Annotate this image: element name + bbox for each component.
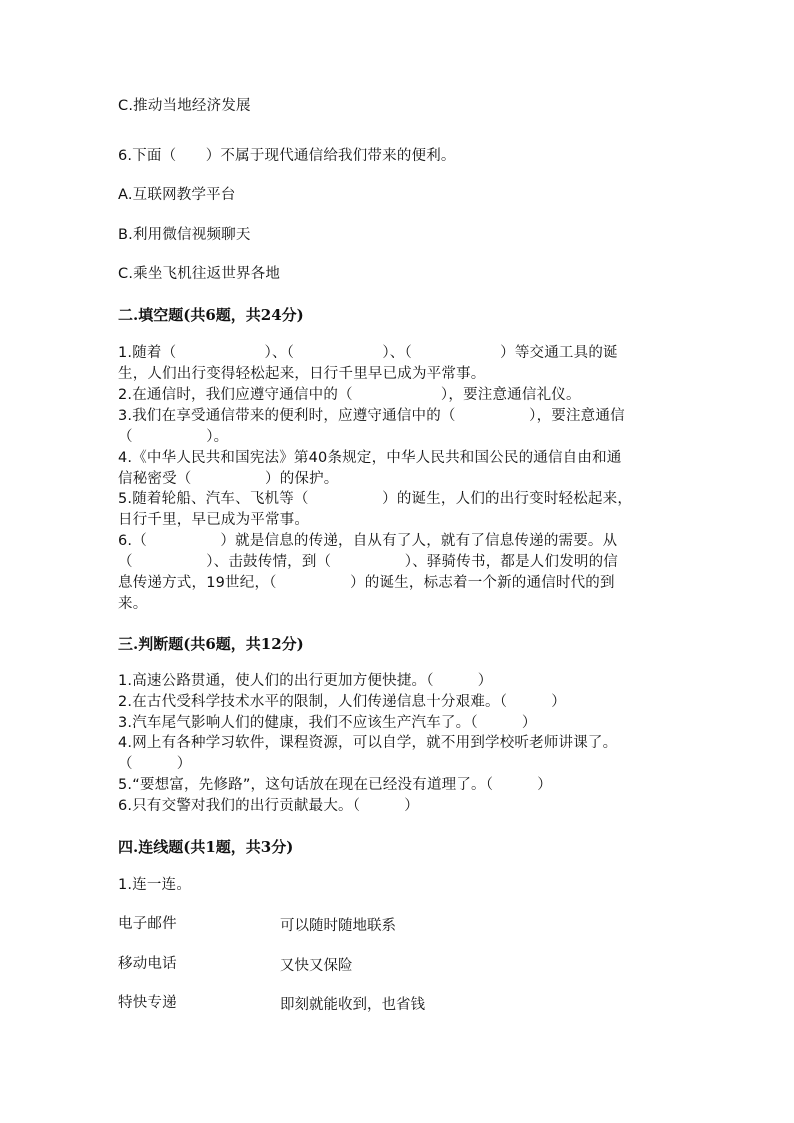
section2-line: 生，人们出行变得轻松起来，日行千里早已成为平常事。 bbox=[118, 366, 486, 382]
section2-heading: 二.填空题(共6题，共24分) bbox=[118, 306, 304, 324]
match-left-item: 移动电话 bbox=[118, 956, 177, 972]
section3-line: 3.汽车尾气影响人们的健康，我们不应该生产汽车了。（ ） bbox=[118, 715, 537, 731]
section3-line: 4.网上有各种学习软件，课程资源，可以自学，就不用到学校听老师讲课了。 bbox=[118, 735, 618, 751]
section2-line: 3.我们在享受通信带来的便利时，应遵守通信中的（ ），要注意通信 bbox=[118, 408, 625, 424]
q6-option-a: A.互联网教学平台 bbox=[118, 187, 236, 203]
match-left-item: 特快专递 bbox=[118, 995, 177, 1011]
section3-line: 6.只有交警对我们的出行贡献最大。（ ） bbox=[118, 798, 419, 814]
section2-line: 4.《中华人民共和国宪法》第40条规定，中华人民共和国公民的通信自由和通 bbox=[118, 450, 622, 466]
section2-line: 6.（ ）就是信息的传递，自从有了人，就有了信息传递的需要。从 bbox=[118, 533, 618, 549]
section2-line: （ ）、击鼓传情，到（ ）、驿骑传书，都是人们发明的信 bbox=[118, 554, 618, 570]
section4-heading: 四.连线题(共1题，共3分) bbox=[118, 838, 294, 856]
section2-line: 日行千里，早已成为平常事。 bbox=[118, 512, 310, 528]
section2-line: 1.随着（ ）、（ ）、（ ）等交通工具的诞 bbox=[118, 345, 618, 361]
section3-line: 2.在古代受科学技术水平的限制，人们传递信息十分艰难。（ ） bbox=[118, 694, 566, 710]
section2-line: 2.在通信时，我们应遵守通信中的（ ），要注意通信礼仪。 bbox=[118, 387, 581, 403]
match-left-item: 电子邮件 bbox=[118, 916, 177, 932]
match-right-item: 又快又保险 bbox=[280, 958, 353, 974]
section4-question: 1.连一连。 bbox=[118, 877, 192, 893]
q6-option-b: B.利用微信视频聊天 bbox=[118, 227, 251, 243]
q5-option-c: C.推动当地经济发展 bbox=[118, 98, 251, 114]
section3-line: （ ） bbox=[118, 756, 192, 772]
section2-line: 息传递方式，19世纪，（ ）的诞生，标志着一个新的通信时代的到 bbox=[118, 575, 615, 591]
section2-line: 来。 bbox=[118, 596, 148, 612]
match-right-item: 即刻就能收到，也省钱 bbox=[280, 997, 425, 1013]
section2-line: 信秘密受（ ）的保护。 bbox=[118, 471, 339, 487]
q6-stem: 6.下面（ ）不属于现代通信给我们带来的便利。 bbox=[118, 148, 456, 164]
section3-line: 5.“要想富，先修路”，这句话放在现在已经没有道理了。（ ） bbox=[118, 777, 553, 793]
section2-line: （ ）。 bbox=[118, 429, 229, 445]
match-right-item: 可以随时随地联系 bbox=[280, 918, 396, 934]
section3-heading: 三.判断题(共6题，共12分) bbox=[118, 635, 304, 653]
section3-line: 1.高速公路贯通，使人们的出行更加方便快捷。（ ） bbox=[118, 673, 493, 689]
q6-option-c: C.乘坐飞机往返世界各地 bbox=[118, 266, 281, 282]
section2-line: 5.随着轮船、汽车、飞机等（ ）的诞生，人们的出行变时轻松起来， bbox=[118, 491, 633, 507]
